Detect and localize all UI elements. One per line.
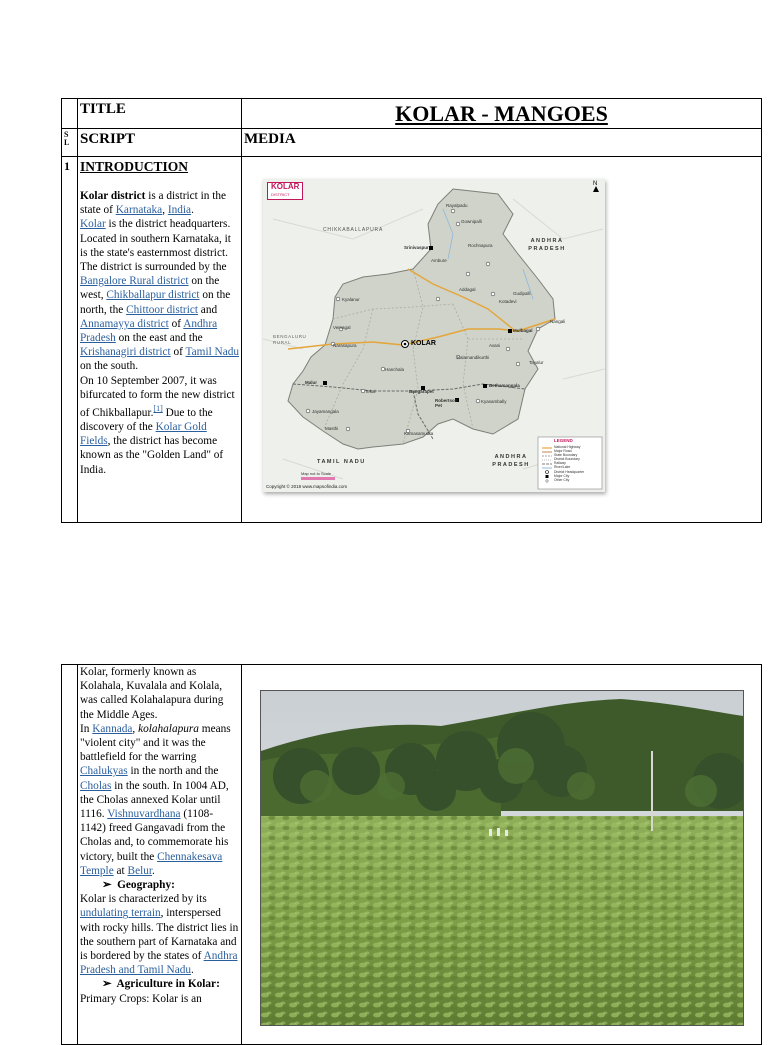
link-tamil-nadu[interactable]: Tamil Nadu [185,346,240,359]
text: . [152,864,155,877]
legend-other-city: Other City [554,477,570,482]
sl-letter-s: S [64,130,69,139]
place-kotadevi: Kotadevi [499,299,517,304]
text: On 10 September 2007, it was bifurcated to form the new district of Chikballapur. [80,374,235,419]
text: Kolar is characterized by its [80,893,207,906]
place-addagal: Addagal [459,287,476,292]
link-annamayya[interactable]: Annamayya district [80,317,169,330]
text: , [162,204,168,217]
place-rayalpadu: Rayalpadu [446,203,468,208]
place-nangali: Nangali [550,319,566,324]
kolar-district-bold: Kolar district [80,190,146,202]
legend-labels [554,445,584,482]
place-kalamandikurthi: Kalamandikurthi [457,355,490,360]
link-kolar[interactable]: Kolar [80,218,106,231]
text: on the north, the [80,289,231,316]
place-bangarapet: Bangarapet [409,389,434,394]
legend-major-road: Major Road [554,449,572,454]
link-chalukyas[interactable]: Chalukyas [80,765,128,778]
north-arrow-label: N [593,181,598,187]
place-ambure: Ambure [431,258,447,263]
legend-state-boundary: State Boundary [554,453,578,458]
geography-bullet [80,878,239,892]
place-gudipalli: Gudipalli [513,291,531,296]
text: of [170,346,186,359]
legend-title: LEGEND [554,438,573,443]
place-tayalur: Tayalur [529,360,544,365]
place-malur: Malur [305,380,318,385]
link-andhra-tamil[interactable]: Andhra Pradesh and Tamil Nadu [80,950,238,977]
place-kyalanur: Kyalanur [342,297,360,302]
legend-major-city: Major City [554,473,570,478]
link-undulating-terrain[interactable]: undulating terrain [80,907,161,920]
text: is the district headquarters. Located in southern Karnataka, it is the state's easternmost district. The district is surrounded by the [80,218,231,274]
introduction-heading: INTRODUCTION [80,159,189,174]
link-kannada[interactable]: Kannada [92,722,133,735]
introduction-paragraph [80,189,239,477]
text: in the south. In 1004 AD, the Cholas annexed Kolar until 1116. [80,779,229,821]
map-badge-line2: DISTRICT [271,192,290,197]
script-header: SCRIPT [78,129,242,157]
kolahalapura-italic: kolahalapura [138,722,199,735]
region-tamil-nadu: TAMIL NADU [317,459,366,465]
title-label: TITLE [78,99,242,129]
history-script-cell [78,665,242,1045]
arrow-bullet-icon: ➢ [102,879,112,892]
place-masthi: Masthi [325,426,339,431]
legend-district-headquarter: District Headquarter [554,469,585,474]
region-bengaluru-rural: BENGALURU RURAL [273,334,307,345]
place-mulbagal: Mulbagal [513,328,533,333]
text: . [191,204,194,217]
link-andhra-pradesh[interactable]: Andhra Pradesh [80,317,218,345]
geography-heading: Geography: [117,879,175,892]
map-copyright: Copyright © 2018 www.mapsofindia.com [266,484,348,489]
place-kyasambally: Kyasambally [481,399,507,404]
text: on the east and the [115,332,203,345]
place-robertson-pet: Robertson Pet [435,398,458,408]
link-chikballapur[interactable]: Chikballapur district [106,289,200,302]
text: on the west, [80,275,220,302]
place-jayamangala: Jayamangala [312,409,339,414]
region-andhra-top: ANDHRA PRADESH [528,238,566,252]
kolar-field-photo [260,690,744,1026]
reference-link[interactable]: [1] [153,404,163,414]
place-hanchala: Hanchala [385,367,405,372]
row-number: 1 [62,157,78,523]
history-intro: Kolar, formerly known as Kolahala, Kuvalala and Kolala, was called Kolahalapura during the Middle Ages. [80,666,224,721]
place-srinivaspur: Srinivaspur [404,245,429,250]
kolar-district-map [263,179,605,492]
link-bangalore-rural[interactable]: Bangalore Rural district [80,275,189,288]
link-chennakesava-temple[interactable]: Chennakesava Temple [80,850,223,877]
legend-river-lake: River/Lake [554,465,571,470]
legend-railway: Railway [554,461,566,466]
text: In [80,722,93,735]
text: of [168,317,184,330]
arrow-bullet-icon: ➢ [102,978,112,991]
text: , [132,722,139,735]
text: (1108-1142) freed Gangavadi from the Cholas and, to commemorate his victory, built the [80,808,229,863]
sl-letter-l: L [64,138,70,147]
text: means "violent city" and it was the battlefield for the warring [80,722,231,764]
place-tekal: Tekal [365,389,376,394]
introduction-script-cell [78,157,242,523]
region-andhra-bottom: ANDHRA PRADESH [492,454,530,468]
link-belur[interactable]: Belur [127,864,153,877]
sl-header [62,129,78,157]
text: on the south. [80,360,139,373]
utility-pole [651,751,653,831]
map-scale-note: Map not to Scale [301,471,332,476]
media-header: MEDIA [242,129,762,157]
link-karnataka[interactable]: Karnataka [115,204,163,217]
place-kolar: KOLAR [411,340,436,347]
row2-sl-cell [62,665,78,1045]
field-leaves [261,816,743,1025]
text: , interspersed with rocky hills. The district lies in the southern part of Karnataka and is bordered by the states of [80,907,239,963]
link-chittoor[interactable]: Chittoor district [126,303,198,316]
legend-national-highway: National Highway [554,445,581,449]
place-gownipalli: Gownipalli [461,219,482,224]
link-krishnagiri[interactable]: Krishanagiri district [80,346,171,359]
primary-crops-text: Primary Crops: Kolar is an [80,992,202,1005]
place-kamasamudra: Kamasamudra [404,431,434,436]
place-narasapura: Narasapura [333,343,357,348]
region-chikkaballapura: CHIKKABALLAPURA [323,227,384,233]
agriculture-heading: Agriculture in Kolar: [116,978,220,991]
place-vemagal: Vemagal [333,325,351,330]
text: . [191,964,194,977]
link-vishnuvardhana[interactable]: Vishnuvardhana [107,808,181,821]
field-photo-graphic [261,691,743,1025]
legend-district-boundary: District Boundary [554,457,580,462]
link-cholas[interactable]: Cholas [80,779,112,792]
text: and [197,303,218,316]
map-badge-line1: KOLAR [271,182,300,191]
place-rochnapura: Rochnapura [468,243,493,248]
place-avani: Avani [489,343,501,348]
place-bethamangala: Bethamangala [489,383,520,388]
text: at [113,864,128,877]
history-paragraph [80,665,239,1006]
link-india[interactable]: India [167,204,192,217]
document-title: KOLAR - MANGOES [242,99,762,129]
text: in the north and the [127,765,219,778]
agriculture-bullet [80,977,239,991]
text: is a district in the state of [80,190,227,217]
link-kolar-gold-fields[interactable]: Kolar Gold Fields [80,421,207,448]
text: Due to the discovery of the [80,406,213,434]
sl-cell-blank [62,99,78,129]
text: , the district has become known as the "Golden Land" of India. [80,435,224,476]
